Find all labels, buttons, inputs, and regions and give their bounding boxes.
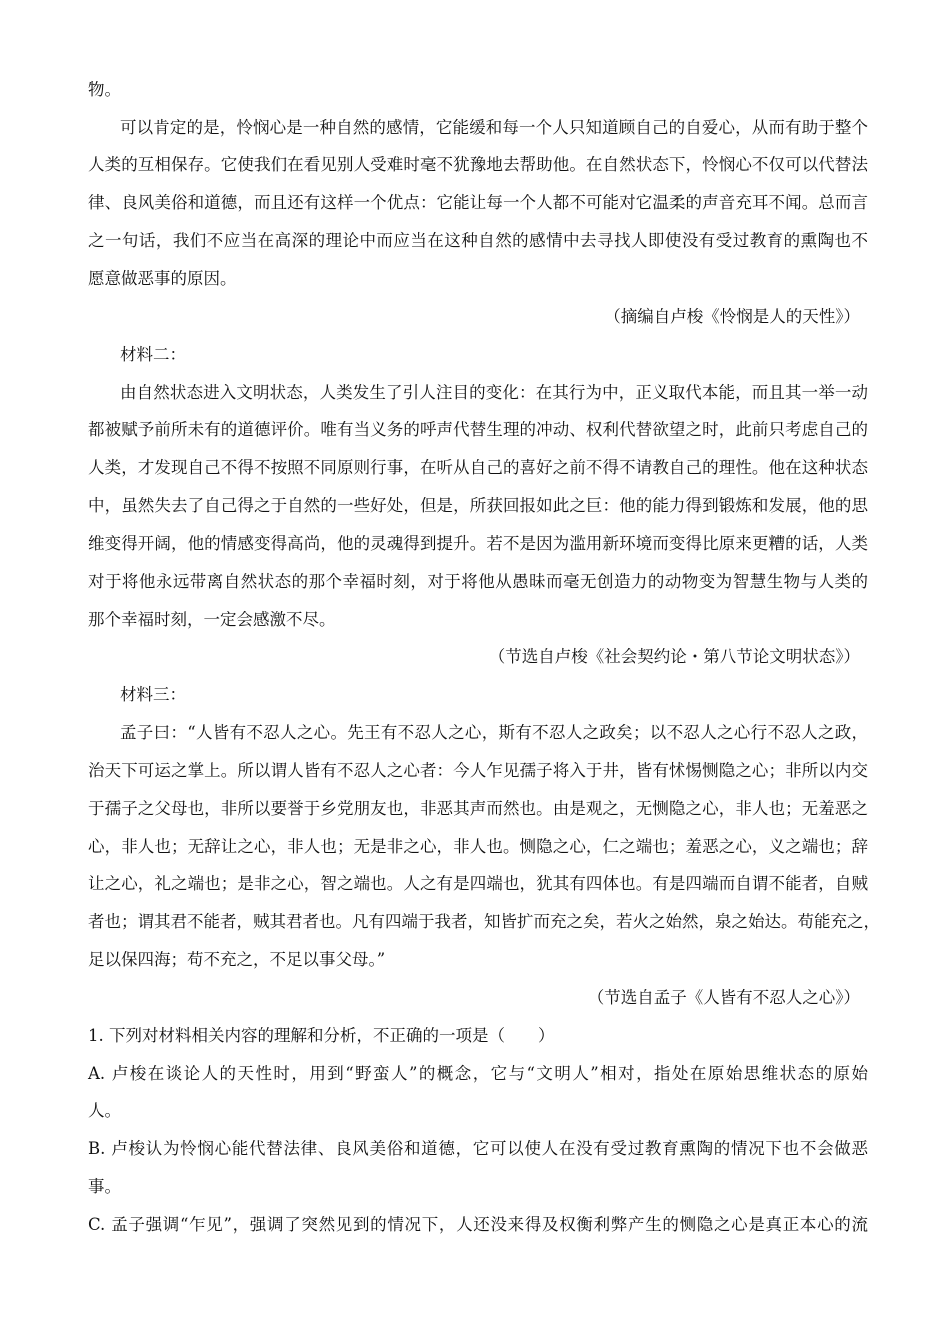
paragraph-line: 人类，才发现自己不得不按照不同原则行事，在听从自己的喜好之前不得不请教自己的理性。他在这种状态: [88, 458, 868, 477]
paragraph-line: 对于将他永远带离自然状态的那个幸福时刻，对于将他从愚昧而毫无创造力的动物变为智慧生物与人类的: [88, 572, 868, 591]
option-c: C. 孟子强调“乍见”，强调了突然见到的情况下，人还没来得及权衡利弊产生的恻隐之心是真正本心的流: [88, 1215, 868, 1234]
paragraph-line: 可以肯定的是，怜悯心是一种自然的感情，它能缓和每一个人只知道顾自己的自爱心，从而有助于整个: [120, 118, 868, 137]
paragraph-line: 那个幸福时刻，一定会感激不尽。: [88, 610, 336, 629]
option-a: A. 卢梭在谈论人的天性时，用到“野蛮人”的概念，它与“文明人”相对，指处在原始思维状态的原始: [88, 1064, 868, 1083]
paragraph-line: 物。: [88, 80, 121, 99]
paragraph-line: 治天下可运之掌上。所以谓人皆有不忍人之心者：今人乍见孺子将入于井，皆有怵惕恻隐之心；非所以内交: [88, 761, 868, 780]
question-stem: 1. 下列对材料相关内容的理解和分析，不正确的一项是（ ）: [88, 1026, 555, 1045]
paragraph-line: 由自然状态进入文明状态，人类发生了引人注目的变化：在其行为中，正义取代本能，而且其一举一动: [120, 383, 868, 402]
paragraph-line: 足以保四海；苟不充之，不足以事父母。”: [88, 950, 386, 969]
option-b-continued: 事。: [88, 1177, 121, 1196]
paragraph-line: 律、良风美俗和道德，而且还有这样一个优点：它能让每一个人都不可能对它温柔的声音充耳不闻。总而言: [88, 193, 868, 212]
paragraph-line: 孟子曰：“人皆有不忍人之心。先王有不忍人之心，斯有不忍人之政矣；以不忍人之心行不忍人之政，: [120, 723, 868, 742]
paragraph-line: 人类的互相保存。它使我们在看见别人受难时毫不犹豫地去帮助他。在自然状态下，怜悯心不仅可以代替法: [88, 155, 868, 174]
source-citation: （节选自卢梭《社会契约论・第八节论文明状态》）: [488, 647, 860, 666]
paragraph-line: 者也；谓其君不能者，贼其君者也。凡有四端于我者，知皆扩而充之矣，若火之始然，泉之始达。苟能充之，: [88, 912, 880, 931]
option-a-continued: 人。: [88, 1101, 121, 1120]
source-citation: （节选自孟子《人皆有不忍人之心》）: [587, 988, 860, 1007]
paragraph-line: 心，非人也；无辞让之心，非人也；无是非之心，非人也。恻隐之心，仁之端也；羞恶之心，义之端也；辞: [88, 837, 868, 856]
source-citation: （摘编自卢梭《怜悯是人的天性》）: [604, 307, 860, 326]
section-heading: 材料二：: [120, 345, 186, 364]
paragraph-line: 都被赋予前所未有的道德评价。唯有当义务的呼声代替生理的冲动、权利代替欲望之时，此前只考虑自己的: [88, 420, 868, 439]
paragraph-line: 于孺子之父母也，非所以要誉于乡党朋友也，非恶其声而然也。由是观之，无恻隐之心，非人也；无羞恶之: [88, 799, 868, 818]
paragraph-line: 之一句话，我们不应当在高深的理论中而应当在这种自然的感情中去寻找人即使没有受过教育的熏陶也不: [88, 231, 868, 250]
option-b: B. 卢梭认为怜悯心能代替法律、良风美俗和道德，它可以使人在没有受过教育熏陶的情况下也不会做恶: [88, 1139, 868, 1158]
paragraph-line: 愿意做恶事的原因。: [88, 269, 237, 288]
paragraph-line: 维变得开阔，他的情感变得高尚，他的灵魂得到提升。若不是因为滥用新环境而变得比原来更糟的话，人类: [88, 534, 868, 553]
paragraph-line: 让之心，礼之端也；是非之心，智之端也。人之有是四端也，犹其有四体也。有是四端而自谓不能者，自贼: [88, 874, 868, 893]
section-heading: 材料三：: [120, 685, 186, 704]
paragraph-line: 中，虽然失去了自己得之于自然的一些好处，但是，所获回报如此之巨：他的能力得到锻炼和发展，他的思: [88, 496, 868, 515]
